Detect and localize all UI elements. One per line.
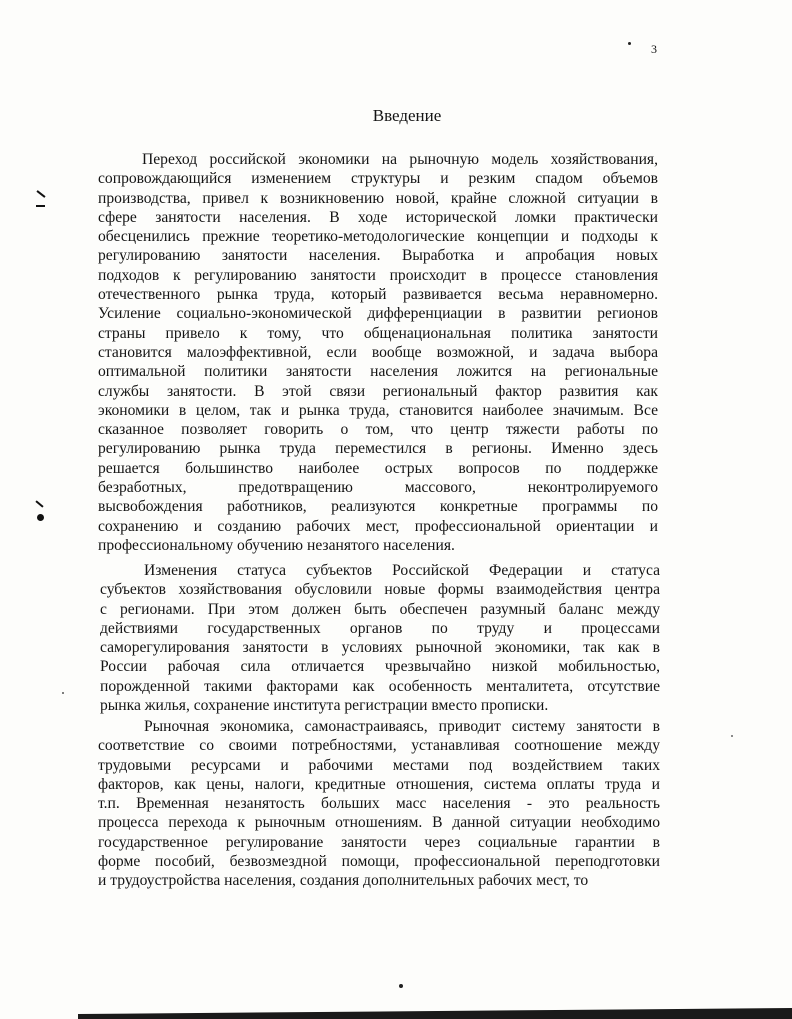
text-line: Изменения статуса субъектов Российской Федерации и статуса (144, 562, 660, 579)
text-line: действиями государственных органов по труду и процессами (100, 619, 660, 637)
text-line: сохранению и созданию рабочих мест, профессиональной ориентации и (98, 517, 658, 535)
scan-edge-shadow (78, 1008, 792, 1019)
text-line: службы занятости. В этой связи региональный фактор развития как (98, 382, 658, 400)
text-line: безработных, предотвращению массового, неконтролируемого (98, 479, 658, 497)
text-line: сопровождающийся изменением структуры и резким спадом объемов (98, 170, 658, 188)
text-line: и трудоустройства населения, создания дополнительных рабочих мест, то (98, 872, 589, 890)
text-line: сказанное позволяет говорить о том, что центр тяжести работы по (98, 421, 658, 439)
text-line: экономики в целом, так и рынка труда, становится наиболее значимым. Все (98, 401, 658, 419)
text-line: подходов к регулированию занятости происходит в процессе становления (98, 266, 658, 284)
margin-mark (35, 500, 43, 507)
margin-mark (36, 190, 45, 198)
text-line: высвобождения работников, реализуются конкретные программы по (98, 498, 658, 516)
text-line: Переход российской экономики на рыночную модель хозяйствования, (142, 151, 658, 168)
text-line: регулированию занятости населения. Выработка и апробация новых (98, 247, 658, 265)
text-line: государственное регулирование занятости через социальные гарантии в (98, 833, 660, 851)
text-line: саморегулирования занятости в условиях рыночной экономики, так как в (100, 639, 660, 657)
text-line: Усиление социально-экономической дифференциации в развитии регионов (98, 305, 658, 323)
text-line: трудовыми ресурсами и рабочими местами под воздействием таких (98, 756, 660, 774)
text-line: рынка жилья, сохранение института регистрации вместо прописки. (100, 697, 549, 715)
paragraph-1 (98, 150, 658, 555)
text-line: порожденной такими факторами как особенность менталитета, отсутствие (100, 677, 660, 695)
text-line: факторов, как цены, налоги, кредитные отношения, система оплаты труда и (98, 775, 660, 793)
text-line: профессиональному обучению незанятого населения. (98, 536, 455, 554)
scan-speck (628, 42, 631, 45)
scan-speck (731, 735, 733, 737)
text-line: Рыночная экономика, самонастраиваясь, приводит систему занятости в (144, 718, 660, 735)
paragraph-2 (100, 561, 660, 715)
margin-mark (37, 514, 44, 521)
text-line: обесценились прежние теоретико-методологические концепции и подходы к (98, 228, 658, 246)
text-line: соответствие со своими потребностями, устанавливая соотношение между (98, 737, 660, 755)
text-line: форме пособий, безвозмездной помощи, профессиональной переподготовки (98, 853, 660, 871)
text-line: производства, привел к возникновению новой, крайне сложной ситуации в (98, 189, 658, 207)
text-line: т.п. Временная незанятость больших масс населения - это реальность (98, 795, 660, 813)
text-line: регулированию рынка труда переместился в регионы. Именно здесь (98, 440, 658, 458)
text-line: отечественного рынка труда, который развивается весьма неравномерно. (98, 286, 658, 304)
page-number: 3 (651, 42, 657, 56)
text-line: оптимальной политики занятости населения ложится на региональные (98, 363, 658, 381)
text-line: России рабочая сила отличается чрезвычайно низкой мобильностью, (100, 658, 660, 676)
margin-mark (36, 205, 45, 207)
scan-speck (62, 692, 64, 694)
text-line: решается большинство наиболее острых вопросов по поддержке (98, 459, 658, 477)
page-title: Введение (372, 106, 442, 125)
text-line: субъектов хозяйствования обусловили новые формы взаимодействия центра (100, 581, 660, 599)
text-line: процесса перехода к рыночным отношениям. В данной ситуации необходимо (98, 814, 660, 832)
paragraph-3 (98, 717, 660, 891)
text-line: с регионами. При этом должен быть обеспечен разумный баланс между (100, 600, 660, 618)
text-line: становится малоэффективной, если вообще возможной, и задача выбора (98, 343, 658, 361)
text-line: страны привело к тому, что общенациональная политика занятости (98, 324, 658, 342)
text-line: сфере занятости населения. В ходе исторической ломки практически (98, 208, 658, 226)
scan-speck (399, 984, 403, 988)
